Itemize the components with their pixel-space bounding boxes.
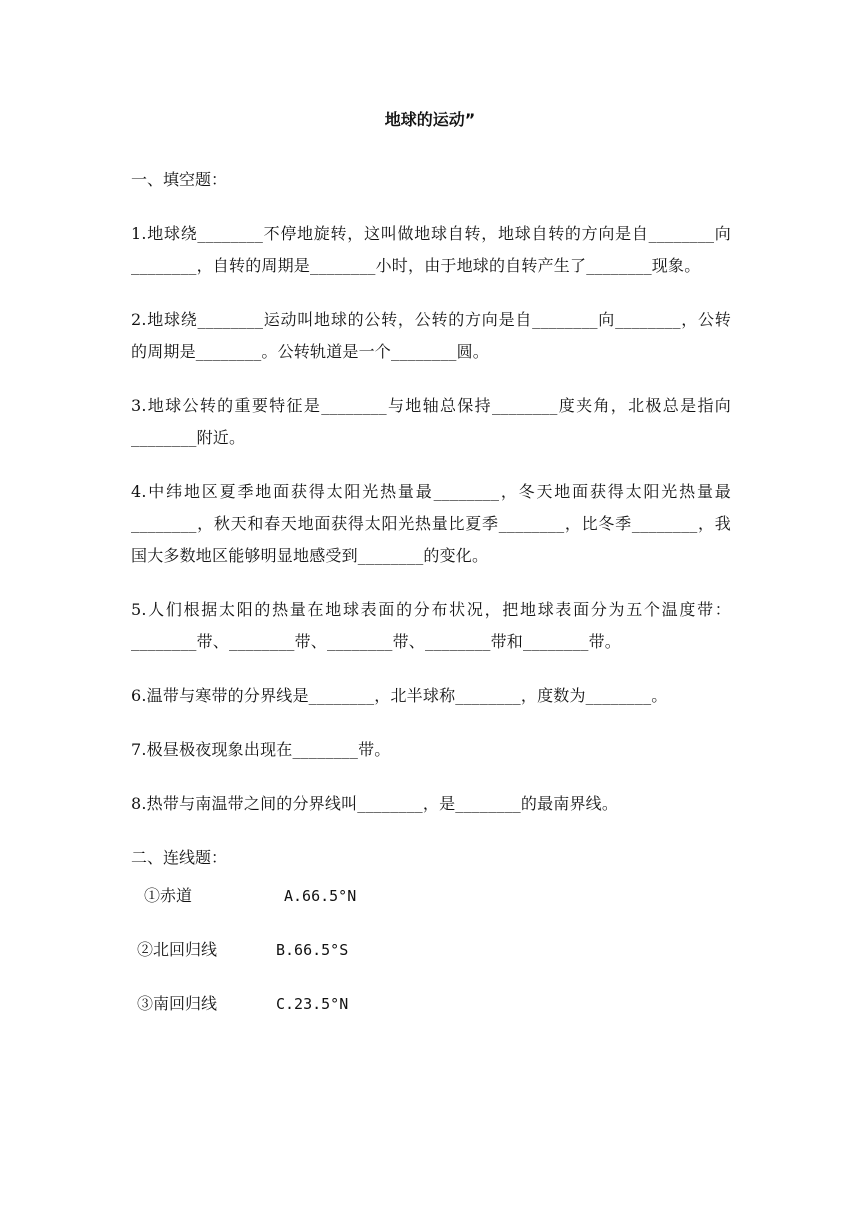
- section-heading-fill-in: 一、填空题：: [131, 170, 228, 189]
- question-3: 3.地球公转的重要特征是________与地轴总保持________度夹角，北极总是指向________附近。: [131, 396, 731, 447]
- matching-right-item: B.66.5°S: [276, 941, 349, 959]
- question-5: 5.人们根据太阳的热量在地球表面的分布状况，把地球表面分为五个温度带：________带、________带、________带、________带和________带。: [131, 600, 731, 651]
- question-6: 6.温带与寒带的分界线是________，北半球称________，度数为________。: [131, 686, 668, 705]
- document-body: [131, 164, 731, 1020]
- matching-row: [131, 988, 531, 1020]
- matching-row: [131, 880, 531, 912]
- matching-list: [131, 880, 531, 1020]
- question-4: 4.中纬地区夏季地面获得太阳光热量最________，冬天地面获得太阳光热量最________，秋天和春天地面获得太阳光热量比夏季________，比冬季________，我国大多数地区能够明显地感受到________的变化。: [131, 482, 731, 565]
- section-heading-matching: 二、连线题：: [131, 848, 228, 867]
- matching-right-item: C.23.5°N: [276, 995, 349, 1013]
- question-2: 2.地球绕________运动叫地球的公转，公转的方向是自________向________，公转的周期是________。公转轨道是一个________圆。: [131, 310, 731, 361]
- matching-row: [131, 934, 531, 966]
- question-1: 1.地球绕________不停地旋转，这叫做地球自转，地球自转的方向是自________向________，自转的周期是________小时，由于地球的自转产生了________现象。: [131, 224, 731, 275]
- matching-left-item: ①赤道: [144, 886, 193, 905]
- matching-right-item: A.66.5°N: [284, 887, 357, 905]
- question-8: 8.热带与南温带之间的分界线叫________，是________的最南界线。: [131, 794, 619, 813]
- matching-left-item: ③南回归线: [137, 994, 218, 1013]
- question-7: 7.极昼极夜现象出现在________带。: [131, 740, 391, 759]
- document-title: 地球的运动”: [384, 110, 476, 129]
- matching-left-item: ②北回归线: [137, 940, 218, 959]
